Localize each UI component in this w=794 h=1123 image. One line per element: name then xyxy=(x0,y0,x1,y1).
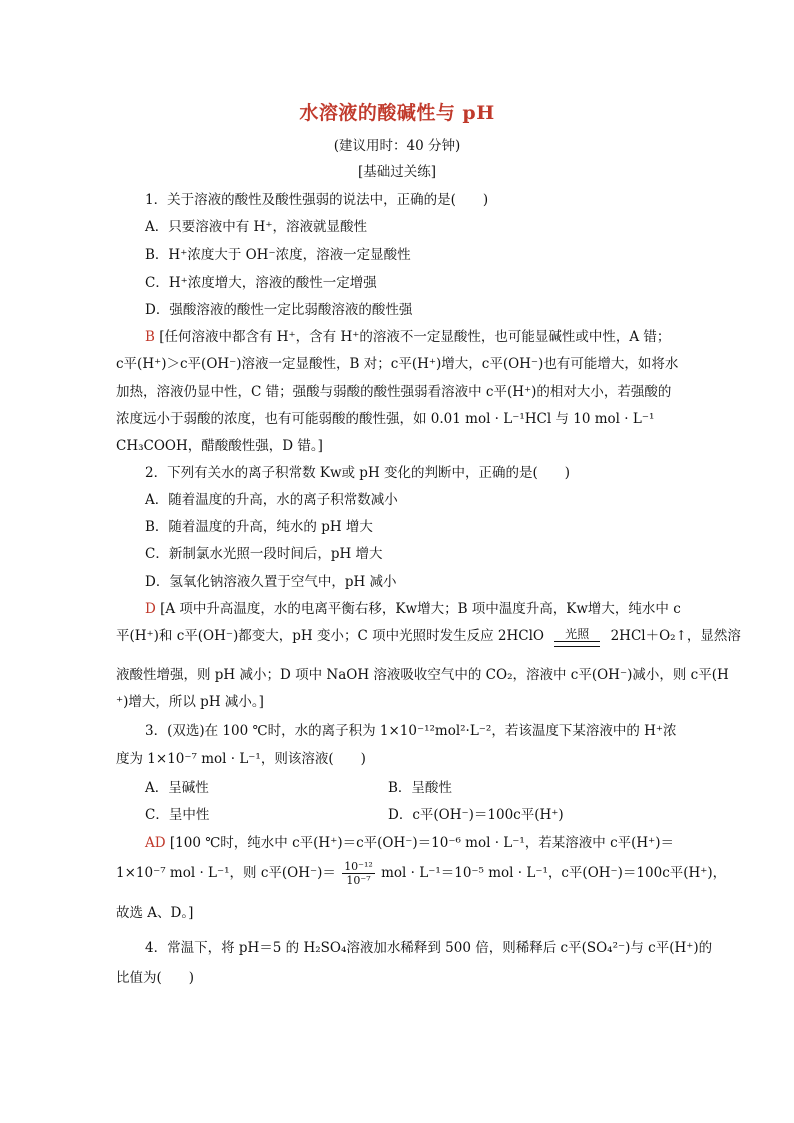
q2-exp-3: 液酸性增强，则 pH 减小；D 项中 NaOH 溶液吸收空气中的 CO₂，溶液中 c平(OH⁻)减小，则 c平(H xyxy=(116,667,729,683)
q3-explanation-line xyxy=(145,831,715,851)
q3-option-c: C．呈中性 xyxy=(145,807,210,823)
q3-exp-3: 故选 A、D。] xyxy=(116,905,194,921)
q1-answer: B xyxy=(145,329,155,345)
q1-option-d: D．强酸溶液的酸性一定比弱酸溶液的酸性强 xyxy=(145,302,413,318)
q1-option-b: B．H⁺浓度大于 OH⁻浓度，溶液一定显酸性 xyxy=(145,247,411,263)
q3-exp-2a: 1×10⁻⁷ mol · L⁻¹，则 c平(OH⁻)＝ xyxy=(116,865,336,881)
fraction-numerator: 10⁻¹² xyxy=(344,860,373,873)
q3-exp-2 xyxy=(116,860,727,887)
q3-option-b: B．呈酸性 xyxy=(388,780,452,796)
q1-exp-5: CH₃COOH，醋酸酸性强，D 错。] xyxy=(116,438,323,454)
q1-exp-3: 加热，溶液仍显中性，C 错；强酸与弱酸的酸性强弱看溶液中 c平(H⁺)的相对大小，若强酸的 xyxy=(116,384,672,400)
q3-option-d: D．c平(OH⁻)＝100c平(H⁺) xyxy=(388,807,564,823)
q4-stem-1: 4．常温下，将 pH＝5 的 H₂SO₄溶液加水稀释到 500 倍，则稀释后 c平(SO₄²⁻)与 c平(H⁺)的 xyxy=(145,940,713,956)
page-title: 水溶液的酸碱性与 pH xyxy=(299,102,495,124)
equals-arrow-icon xyxy=(554,641,600,647)
q1-exp-4: 浓度远小于弱酸的浓度，也有可能弱酸的酸性强，如 0.01 mol · L⁻¹HCl 与 10 mol · L⁻¹ xyxy=(116,411,655,427)
q1-explanation-line xyxy=(145,325,715,345)
suggested-time: (建议用时：40 分钟) xyxy=(333,138,461,154)
section-heading: [基础过关练] xyxy=(357,164,437,180)
q2-exp-2a: 平(H⁺)和 c平(OH⁻)都变大，pH 变小；C 项中光照时发生反应 2HClO xyxy=(116,628,544,644)
q2-option-c: C．新制氯水光照一段时间后，pH 增大 xyxy=(145,546,383,562)
q3-stem-1: 3．(双选)在 100 ℃时，水的离子积为 1×10⁻¹²mol²·L⁻²，若该温度下某溶液中的 H⁺浓 xyxy=(145,723,677,739)
q1-exp-text: [任何溶液中都含有 H⁺，含有 H⁺的溶液不一定显酸性，也可能显碱性或中性，A 错； xyxy=(159,329,671,345)
q2-exp-2 xyxy=(116,624,741,647)
q1-exp-2: c平(H⁺)＞c平(OH⁻)溶液一定显酸性，B 对；c平(H⁺)增大，c平(OH⁻)也有可能增大，如将水 xyxy=(116,356,679,372)
q2-stem: 2．下列有关水的离子积常数 Kw或 pH 变化的判断中，正确的是( ) xyxy=(145,465,571,481)
q2-option-a: A．随着温度的升高，水的离子积常数减小 xyxy=(145,492,398,508)
fraction-denominator: 10⁻⁷ xyxy=(346,874,371,887)
q1-option-c: C．H⁺浓度增大，溶液的酸性一定增强 xyxy=(145,275,377,291)
q2-option-b: B．随着温度的升高，纯水的 pH 增大 xyxy=(145,519,373,535)
reaction-arrow xyxy=(554,627,600,647)
q3-stem-2: 度为 1×10⁻⁷ mol · L⁻¹，则该溶液( ) xyxy=(116,751,366,767)
fraction xyxy=(342,860,375,887)
q4-stem-2: 比值为( ) xyxy=(116,970,195,986)
q3-exp-2b: mol · L⁻¹＝10⁻⁵ mol · L⁻¹，c平(OH⁻)＝100c平(H⁺)， xyxy=(381,865,727,881)
q2-exp-text: [A 项中升高温度，水的电离平衡右移，Kw增大；B 项中温度升高，Kw增大，纯水中 c xyxy=(160,601,681,617)
q2-answer: D xyxy=(145,601,156,617)
q2-exp-4: ⁺)增大，所以 pH 减小。] xyxy=(116,694,264,710)
q3-answer: AD xyxy=(145,835,166,851)
q2-option-d: D．氢氧化钠溶液久置于空气中，pH 减小 xyxy=(145,574,397,590)
arrow-condition: 光照 xyxy=(565,626,590,641)
q2-explanation-line xyxy=(145,597,715,617)
q1-stem: 1．关于溶液的酸性及酸性强弱的说法中，正确的是( ) xyxy=(145,192,489,208)
q2-exp-2b: 2HCl＋O₂↑，显然溶 xyxy=(610,628,741,644)
q3-option-a: A．呈碱性 xyxy=(145,780,209,796)
q1-option-a: A．只要溶液中有 H⁺，溶液就显酸性 xyxy=(145,219,367,235)
q3-exp-text: [100 ℃时，纯水中 c平(H⁺)＝c平(OH⁻)＝10⁻⁶ mol · L⁻¹，若某溶液中 c平(H⁺)＝ xyxy=(169,835,675,851)
